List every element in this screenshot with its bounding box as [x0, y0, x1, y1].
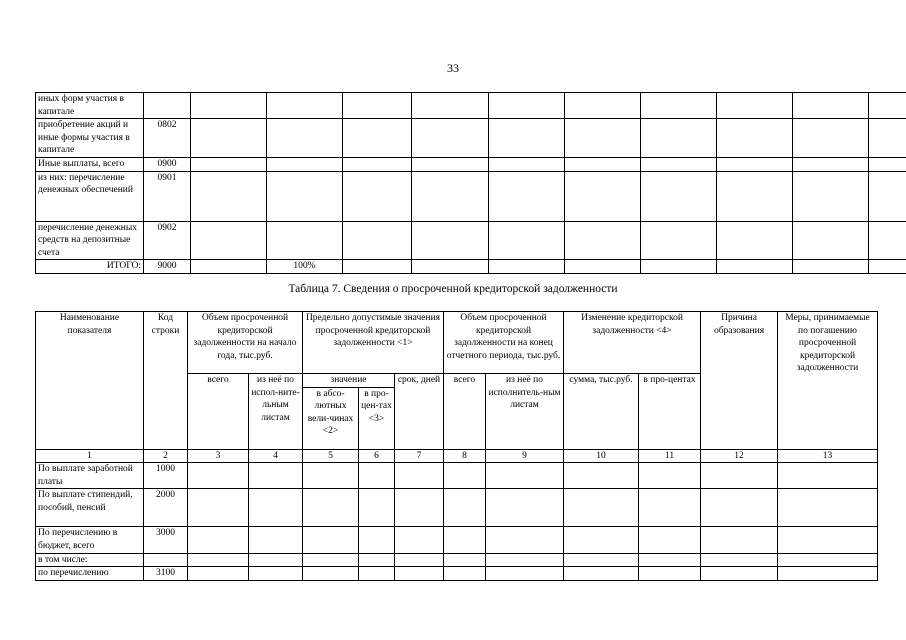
- row-name: приобретение акций и иные формы участия в капитале: [36, 119, 144, 158]
- table-row: [36, 463, 878, 489]
- page-number: 33: [447, 61, 459, 75]
- table-row: [36, 489, 878, 527]
- column-number: 5: [303, 449, 359, 463]
- header-start-total: всего: [188, 374, 249, 450]
- row-name: перечисление денежных средств на депозитные счета: [36, 221, 144, 260]
- row-code: [144, 93, 191, 119]
- column-number: 7: [395, 449, 444, 463]
- header-change: Изменение кредиторской задолженности <4>: [564, 312, 701, 374]
- row-code: 3000: [144, 527, 188, 553]
- row-name: из них: перечисление денежных обеспечений: [36, 171, 144, 221]
- header-days: срок, дней: [395, 374, 444, 450]
- row-code: 1000: [144, 463, 188, 489]
- header-absolute: в абсо-лютных вели-чинах <2>: [303, 387, 359, 449]
- row-code: 0802: [144, 119, 191, 158]
- column-number: 11: [639, 449, 701, 463]
- table-7-caption: Таблица 7. Сведения о просроченной кредиторской задолженности: [288, 283, 618, 295]
- table-row: [36, 567, 878, 581]
- row-code: 2000: [144, 489, 188, 527]
- column-number: 8: [444, 449, 486, 463]
- row-code: 3100: [144, 567, 188, 581]
- column-number: 1: [36, 449, 144, 463]
- table-row: [36, 157, 906, 171]
- header-code: Код строки: [144, 312, 188, 450]
- header-value: значение: [303, 374, 395, 388]
- header-end-total: всего: [444, 374, 486, 450]
- header-percent: в про-цен-тах <3>: [359, 387, 395, 449]
- total-percent: 100%: [267, 260, 343, 274]
- table-6-continuation: [35, 92, 906, 274]
- header-allowed: Предельно допустимые значения просроченной кредиторской задолженности <1>: [303, 312, 444, 374]
- header-end-volume: Объем просроченной кредиторской задолженности на конец отчетного периода, тыс.руб.: [444, 312, 564, 374]
- column-number: 13: [778, 449, 878, 463]
- column-number: 3: [188, 449, 249, 463]
- total-label: ИТОГО:: [36, 260, 144, 274]
- header-reason: Причина образования: [701, 312, 778, 450]
- row-name: По выплате заработной платы: [36, 463, 144, 489]
- row-name: По выплате стипендий, пособий, пенсий: [36, 489, 144, 527]
- header-change-sum: сумма, тыс.руб.: [564, 374, 639, 450]
- column-number: 12: [701, 449, 778, 463]
- row-name: по перечислению: [36, 567, 144, 581]
- column-number: 10: [564, 449, 639, 463]
- header-end-writs: из неё по исполнитель-ным листам: [486, 374, 564, 450]
- header-change-percent: в про-центах: [639, 374, 701, 450]
- total-code: 9000: [144, 260, 191, 274]
- table-row: [36, 553, 878, 567]
- table-row: [36, 171, 906, 221]
- header-start-volume: Объем просроченной кредиторской задолженности на начало года, тыс.руб.: [188, 312, 303, 374]
- table-row: [36, 93, 906, 119]
- header-name: Наименование показателя: [36, 312, 144, 450]
- table-row: [36, 527, 878, 553]
- row-name: Иные выплаты, всего: [36, 157, 144, 171]
- column-number: 4: [249, 449, 303, 463]
- column-numbers-row: [36, 449, 878, 463]
- table-7: [35, 311, 878, 581]
- row-code: 0900: [144, 157, 191, 171]
- column-number: 2: [144, 449, 188, 463]
- total-row: [36, 260, 906, 274]
- row-code: 0901: [144, 171, 191, 221]
- row-name: в том числе:: [36, 553, 144, 567]
- column-number: 6: [359, 449, 395, 463]
- table-row: [36, 221, 906, 260]
- header-measures: Меры, принимаемые по погашению просроченной кредиторской задолженности: [778, 312, 878, 450]
- row-code: 0902: [144, 221, 191, 260]
- row-code: [144, 553, 188, 567]
- header-start-writs: из неё по испол-ните-льным листам: [249, 374, 303, 450]
- table-row: [36, 119, 906, 158]
- column-number: 9: [486, 449, 564, 463]
- header-row: [36, 312, 878, 374]
- row-name: иных форм участия в капитале: [36, 93, 144, 119]
- row-name: По перечислению в бюджет, всего: [36, 527, 144, 553]
